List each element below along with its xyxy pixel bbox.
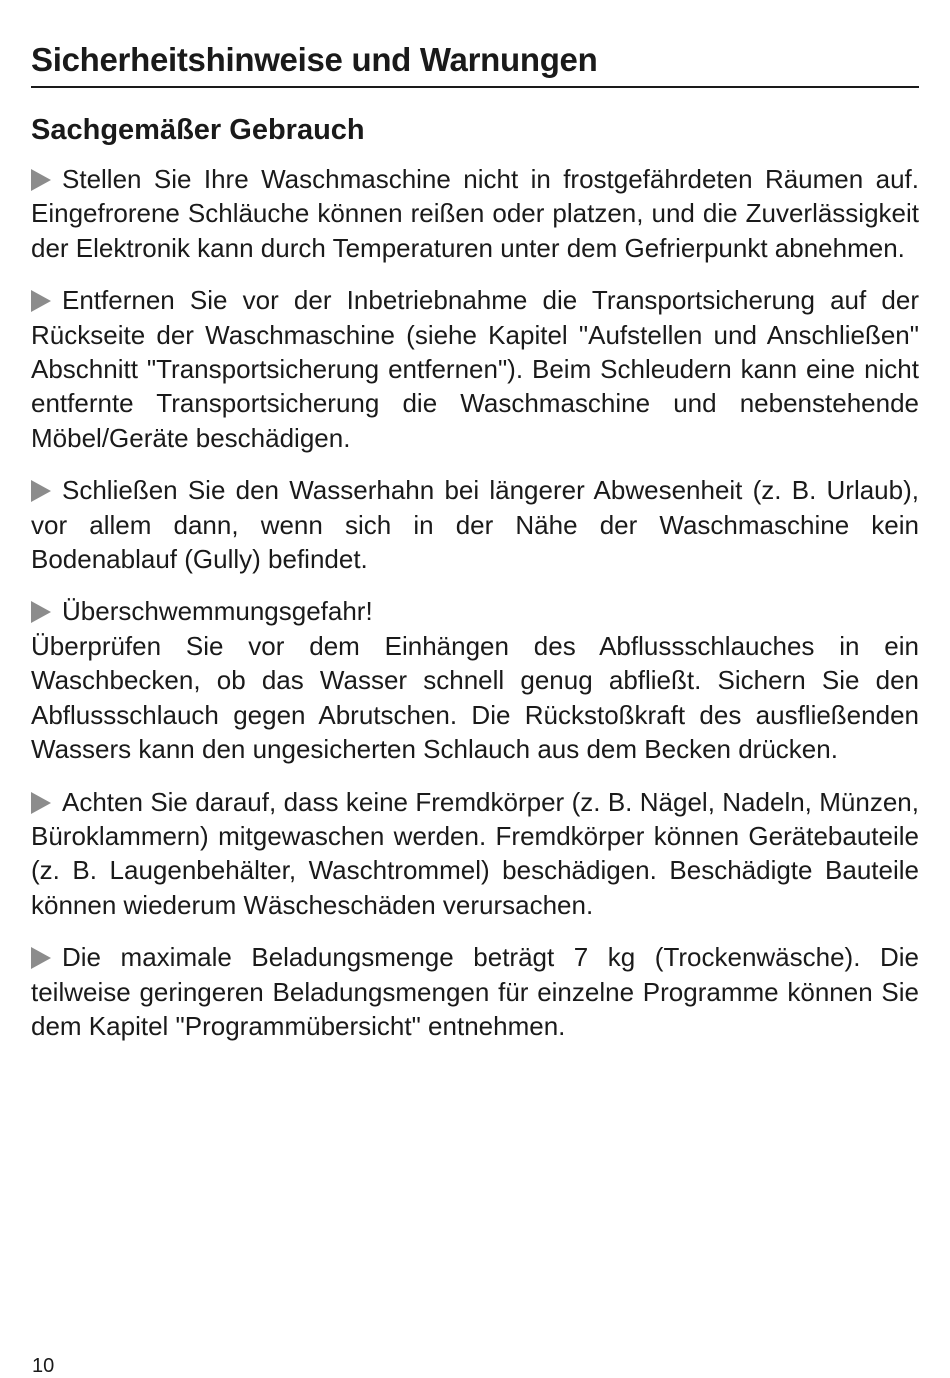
- page-title: Sicherheitshinweise und Warnungen: [31, 41, 598, 78]
- safety-instruction-item: [31, 473, 919, 576]
- safety-instruction-item: [31, 283, 919, 455]
- instruction-text: Stellen Sie Ihre Waschmaschine nicht in frostgefährdeten Räumen auf. Eingefrorene Schläuche können reißen oder platzen, und die Zuverlässigkeit der Elektronik kann durch Temperaturen unter dem Gefrierpunkt abnehmen.: [31, 164, 919, 263]
- triangle-arrow-icon: [31, 947, 51, 969]
- triangle-arrow-icon: [31, 480, 51, 502]
- instruction-text: Entfernen Sie vor der Inbetriebnahme die Transportsicherung auf der Rückseite der Waschmaschine (siehe Kapitel "Aufstellen und Anschließen" Abschnitt "Transportsicherung entfernen"). Beim Schleudern kann eine nicht entfernte Transportsicherung die Waschmaschine und nebenstehende Möbel/Geräte beschädigen.: [31, 285, 919, 453]
- instruction-text: Überschwemmungsgefahr! Überprüfen Sie vor dem Einhängen des Abflussschlauches in ein Waschbecken, ob das Wasser schnell genug abfließt. Sichern Sie den Abflussschlauch gegen Abrutschen. Die Rückstoßkraft des ausfließenden Wassers kann den ungesicherten Schlauch aus dem Becken drücken.: [31, 596, 919, 765]
- instruction-text: Achten Sie darauf, dass keine Fremdkörper (z. B. Nägel, Nadeln, Münzen, Büroklammern) mitgewaschen werden. Fremdkörper können Gerätebauteile (z. B. Laugenbehälter, Waschtrommel) beschädigen. Beschädigte Bauteile können wiederum Wäscheschäden verursachen.: [31, 786, 919, 920]
- title-divider: [31, 86, 919, 88]
- triangle-arrow-icon: [31, 792, 51, 814]
- triangle-arrow-icon: [31, 601, 51, 623]
- triangle-arrow-icon: [31, 169, 51, 191]
- instruction-text: Schließen Sie den Wasserhahn bei längerer Abwesenheit (z. B. Urlaub), vor allem dann, wenn sich in der Nähe der Waschmaschine kein Bodenablauf (Gully) befindet.: [31, 475, 919, 575]
- safety-instruction-list: [31, 162, 919, 1061]
- safety-instruction-item: [31, 940, 919, 1043]
- safety-instruction-item: [31, 594, 919, 766]
- triangle-arrow-icon: [31, 290, 51, 312]
- safety-instruction-item: [31, 162, 919, 265]
- safety-instruction-item: [31, 785, 919, 923]
- section-heading: Sachgemäßer Gebrauch: [31, 114, 365, 146]
- instruction-text: Die maximale Beladungsmenge beträgt 7 kg (Trockenwäsche). Die teilweise geringeren Beladungsmengen für einzelne Programme können Sie dem Kapitel "Programmübersicht" entnehmen.: [31, 942, 919, 1041]
- page-number: 10: [32, 1355, 55, 1377]
